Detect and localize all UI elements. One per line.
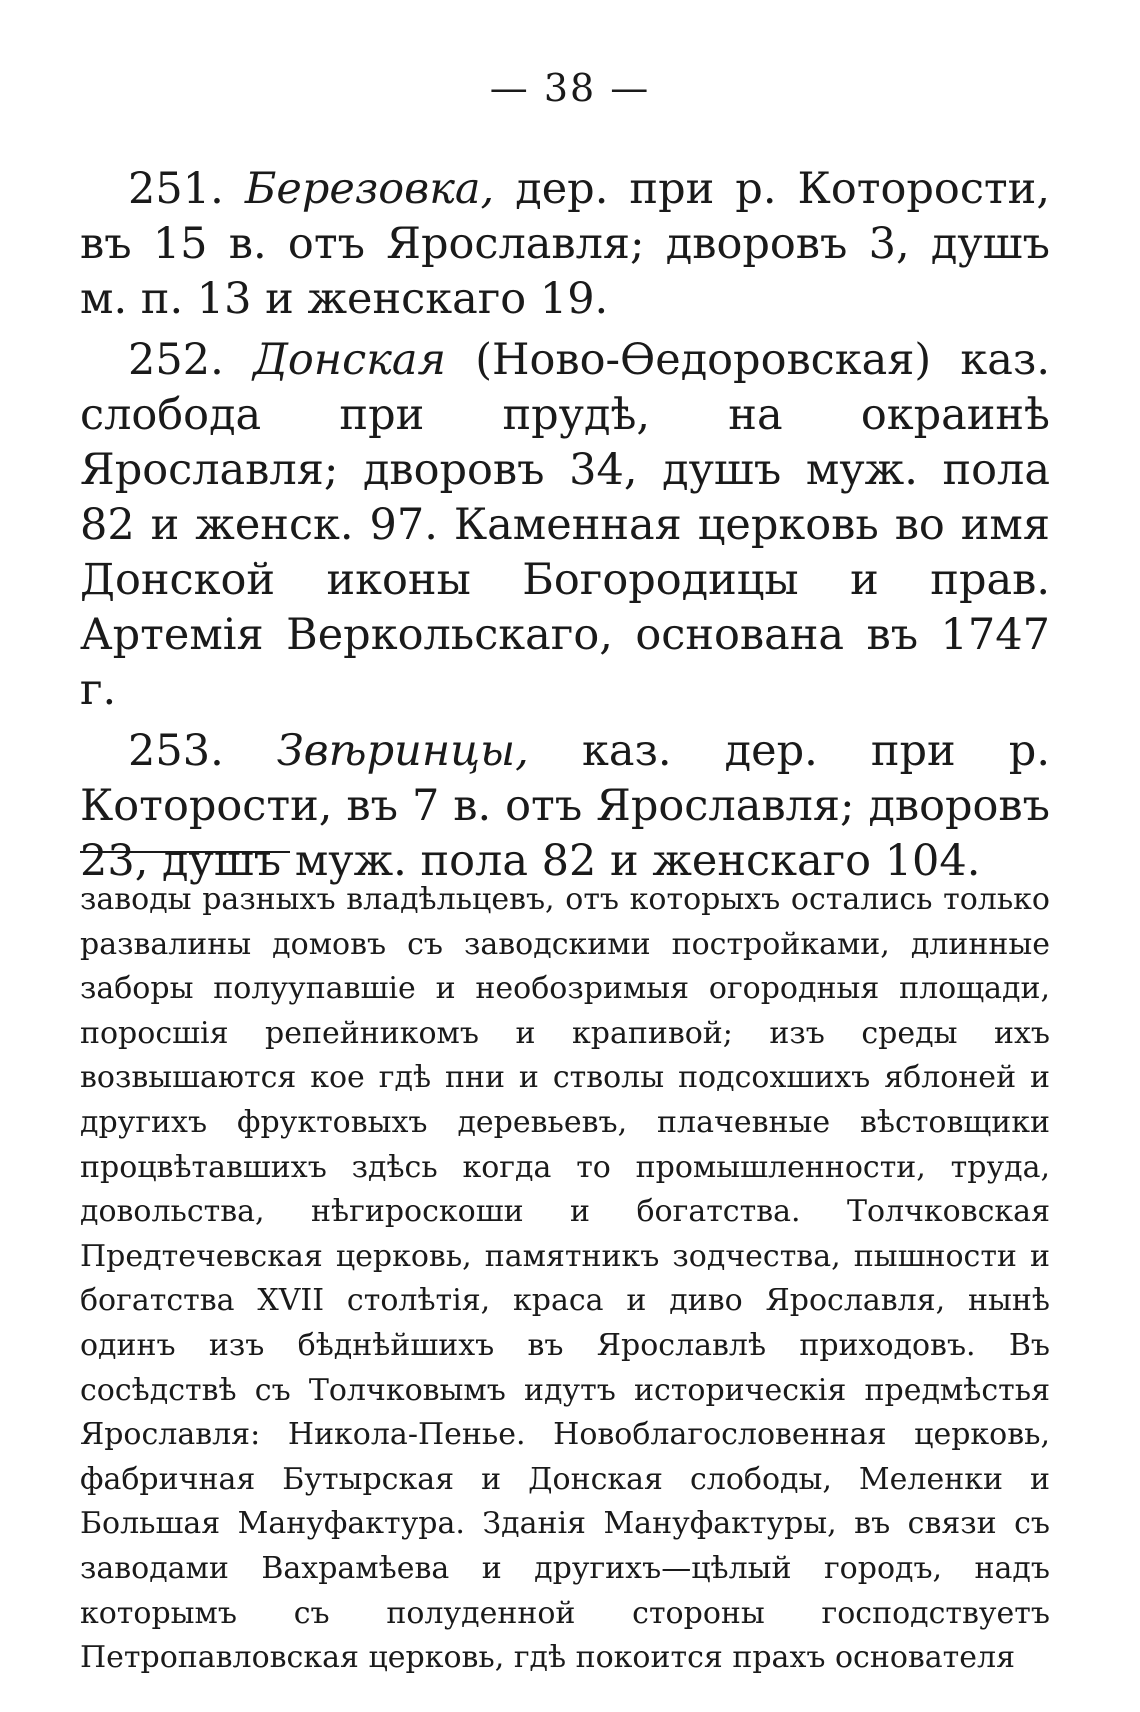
entry-place-name: Березовка, <box>244 164 495 214</box>
entry-number: 252. <box>128 335 224 385</box>
entry-number: 253. <box>128 726 224 776</box>
entry-253 <box>80 724 1050 889</box>
footnote-text: заводы разныхъ владѣльцевъ, отъ которыхъ остались только развалины домовъ съ заводскими постройками, длинные заборы полуупавшіе и необозримыя огородныя площади, поросшія репейникомъ и крапивой; изъ среды ихъ возвышаются кое гдѣ пни и стволы подсохшихъ яблоней и другихъ фруктовыхъ деревьевъ, плачевные вѣстовщики процвѣтавшихъ здѣсь когда то промышленности, труда, довольства, нѣгироскоши и богатства. Толчковская Предтечевская церковь, памятникъ зодчества, пышности и богатства XVII столѣтія, краса и диво Ярославля, нынѣ одинъ изъ бѣднѣйшихъ въ Ярославлѣ приходовъ. Въ сосѣдствѣ съ Толчковымъ идутъ историческія предмѣстья Ярославля: Никола-Пенье. Новоблагословенная церковь, фабричная Бутырская и Донская слободы, Меленки и Большая Мануфактура. Зданія Мануфактуры, въ связи съ заводами Вахрамѣева и другихъ—цѣлый городъ, надъ которымъ съ полуденной стороны господствуетъ Петропавловская церковь, гдѣ покоится прахъ основателя <box>80 882 1050 1676</box>
entry-place-name: Звѣринцы, <box>276 726 529 776</box>
entry-text: (Ново-Өедоровская) каз. слобода при прудѣ, на окраинѣ Ярославля; дворовъ 34, душъ муж. пола 82 и женск. 97. Каменная церковь во имя Донской иконы Богородицы и прав. Артемія Веркольскаго, основана въ 1747 г. <box>80 335 1051 715</box>
entry-text: дер. при р. Которости, въ 15 в. отъ Ярославля; дворовъ 3, душъ м. п. 13 и женскаго 19. <box>80 164 1051 324</box>
entry-text: каз. дер. при р. Которости, въ 7 в. отъ Ярославля; дворовъ 23, душъ муж. пола 82 и женскаго 104. <box>80 726 1050 886</box>
entry-list <box>80 162 1050 895</box>
footnote-divider <box>80 851 290 853</box>
page-number: — 38 — <box>489 66 651 110</box>
entry-place-name: Донская <box>252 335 446 385</box>
entry-252 <box>80 333 1050 718</box>
entry-number: 251. <box>128 164 224 214</box>
entry-251 <box>80 162 1050 327</box>
